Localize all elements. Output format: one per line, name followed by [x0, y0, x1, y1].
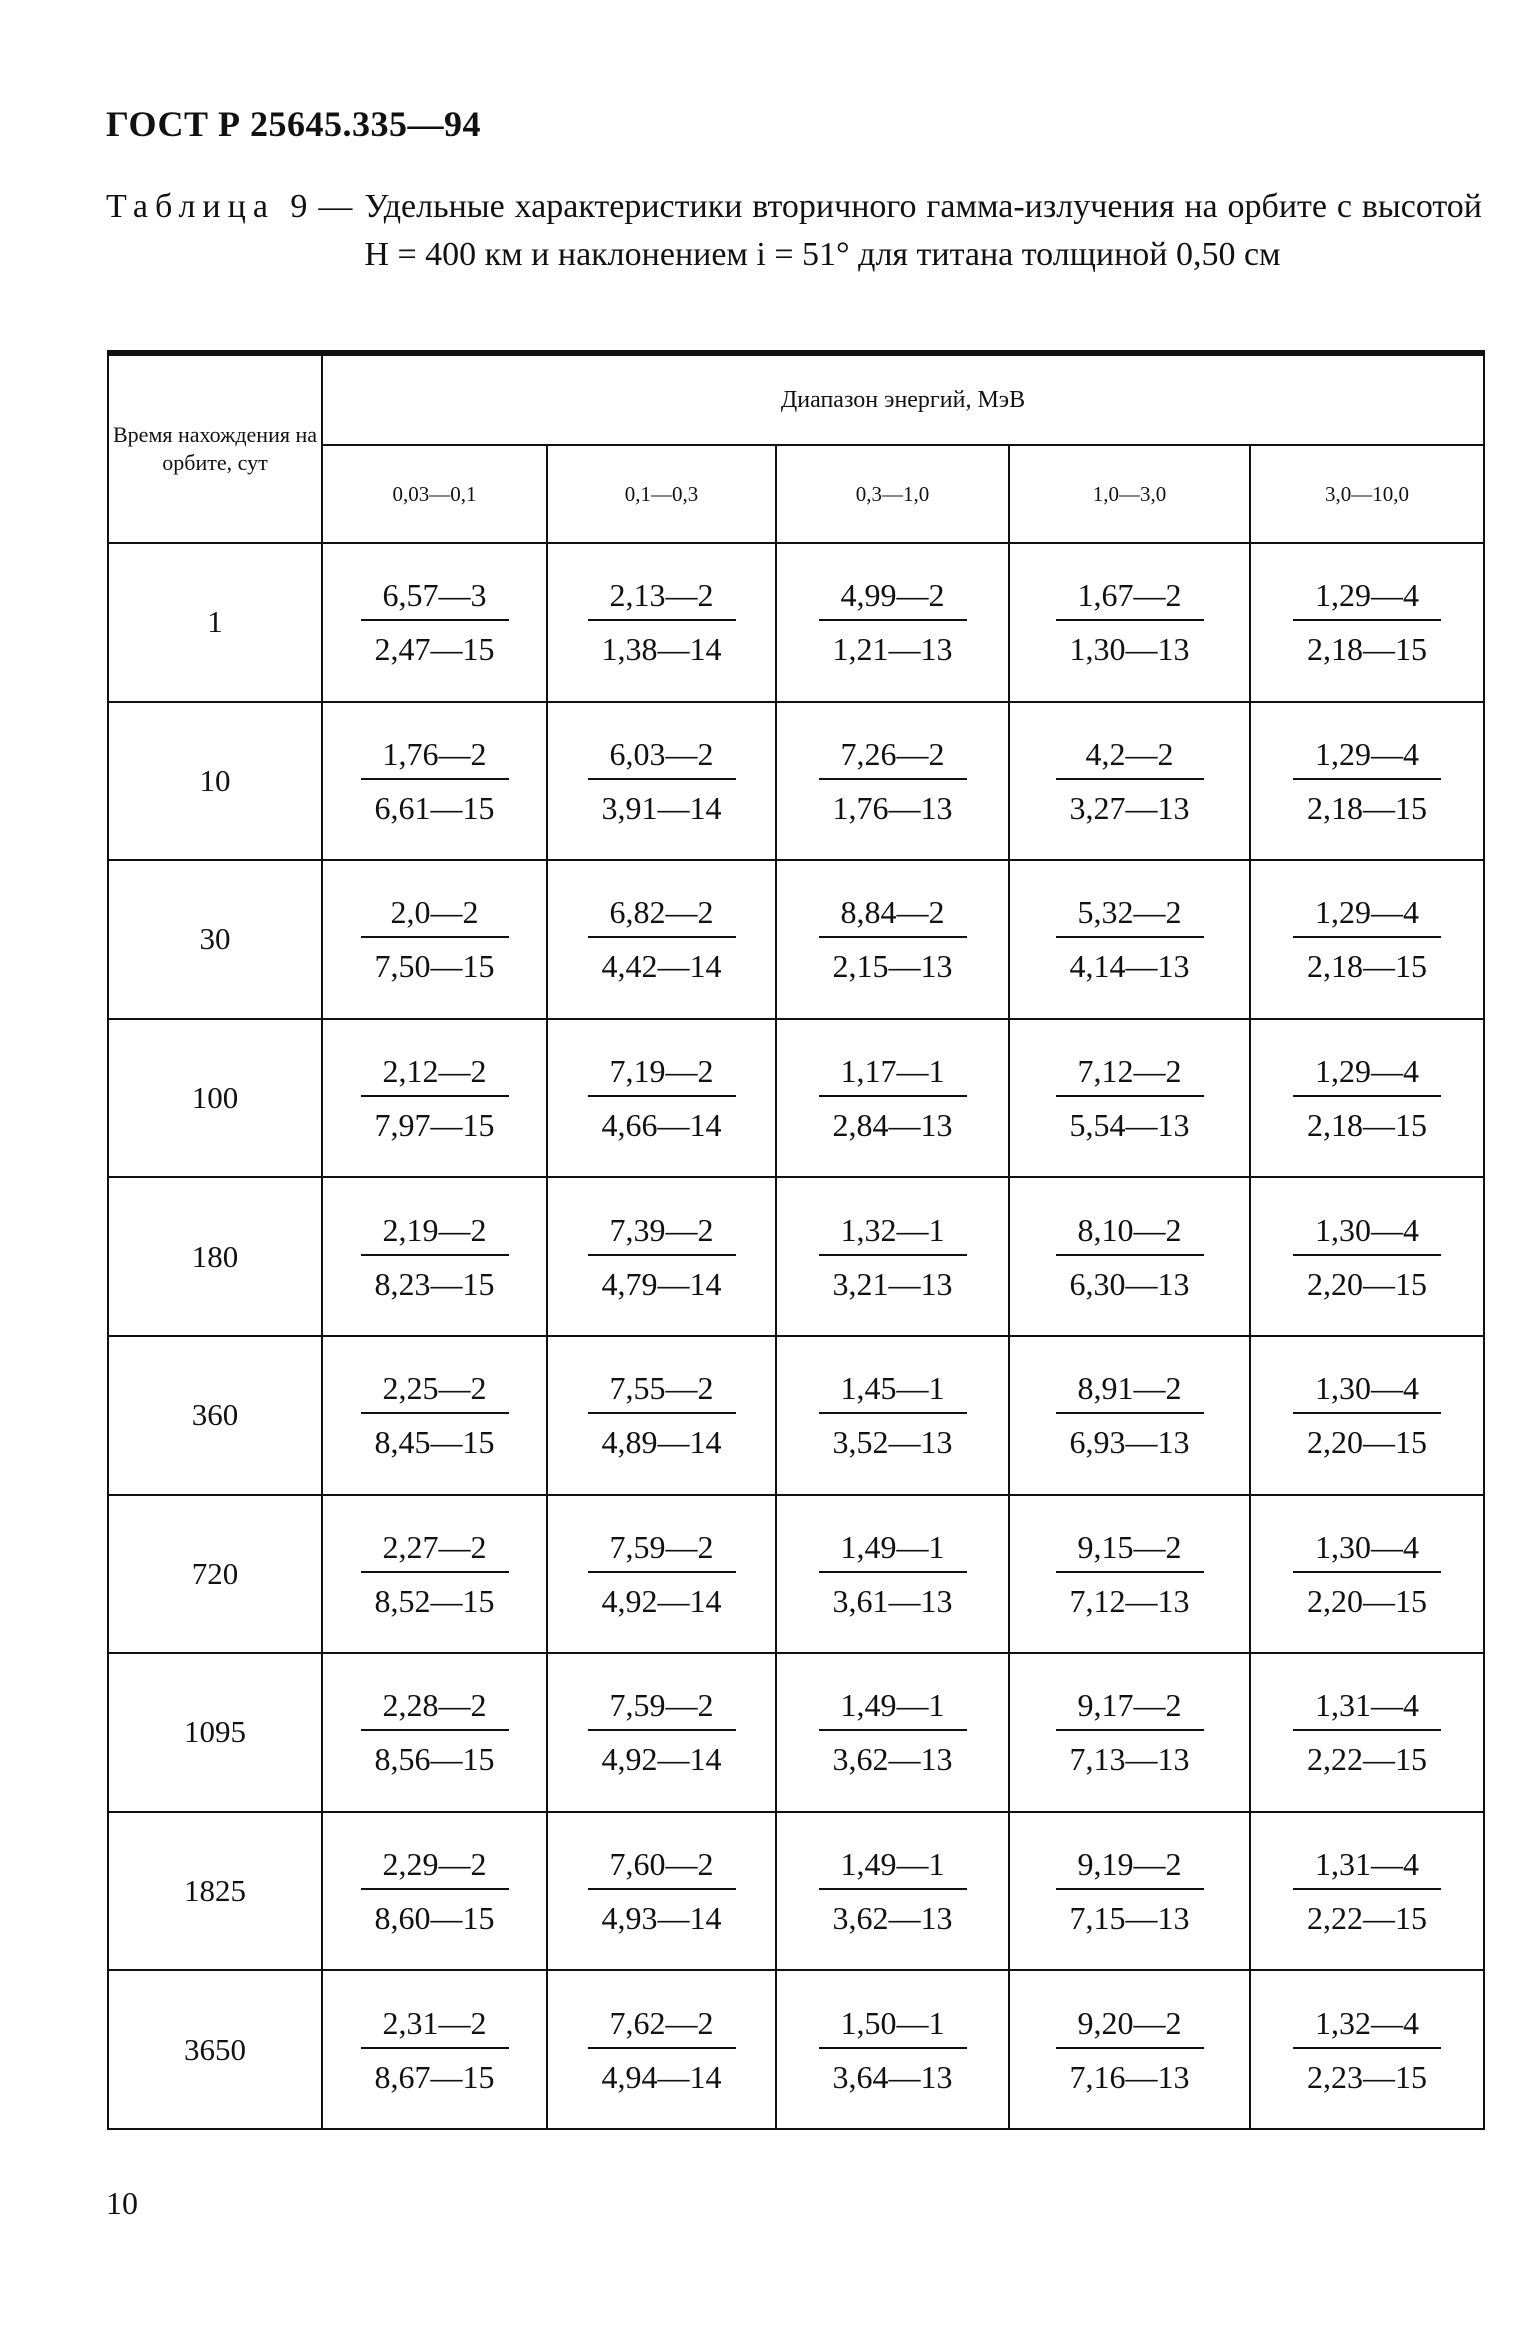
value-cell — [1250, 860, 1484, 1019]
fraction-denominator: 4,79—14 — [601, 1265, 722, 1302]
fraction-numerator: 8,84—2 — [819, 896, 967, 938]
fraction-numerator: 2,29—2 — [361, 1848, 509, 1890]
fraction-denominator: 2,18—15 — [1307, 1107, 1428, 1144]
value-cell — [547, 1812, 776, 1971]
fraction — [588, 894, 736, 985]
fraction — [361, 1846, 509, 1937]
fraction-denominator: 7,12—13 — [1069, 1582, 1190, 1619]
fraction-denominator: 2,23—15 — [1307, 2058, 1428, 2095]
value-cell — [322, 1812, 547, 1971]
value-cell — [1250, 1019, 1484, 1178]
orbit-days-cell: 10 — [108, 702, 322, 861]
value-cell — [322, 543, 547, 702]
fraction — [361, 1053, 509, 1144]
caption-label: Таблица 9 — [106, 188, 315, 225]
table-row — [108, 1812, 1484, 1971]
fraction-denominator: 2,20—15 — [1307, 1424, 1428, 1461]
fraction-denominator: 3,62—13 — [832, 1741, 953, 1778]
fraction-denominator: 2,18—15 — [1307, 631, 1428, 668]
standard-code: ГОСТ Р 25645.335—94 — [106, 104, 481, 144]
fraction-numerator: 2,12—2 — [361, 1055, 509, 1097]
fraction — [1293, 1370, 1441, 1461]
fraction — [1293, 1528, 1441, 1619]
fraction-denominator: 7,50—15 — [374, 948, 495, 985]
fraction-denominator: 2,22—15 — [1307, 1900, 1428, 1937]
fraction — [361, 1687, 509, 1778]
value-cell — [547, 1653, 776, 1812]
fraction — [819, 735, 967, 826]
fraction-denominator: 4,94—14 — [601, 2058, 722, 2095]
fraction — [361, 735, 509, 826]
fraction-numerator: 1,30—4 — [1293, 1372, 1441, 1414]
fraction-denominator: 1,30—13 — [1069, 631, 1190, 668]
value-cell — [1009, 1019, 1250, 1178]
fraction — [1293, 1053, 1441, 1144]
fraction-denominator: 2,84—13 — [832, 1107, 953, 1144]
value-cell — [1250, 543, 1484, 702]
table-row — [108, 702, 1484, 861]
fraction-numerator: 2,28—2 — [361, 1689, 509, 1731]
fraction-numerator: 1,49—1 — [819, 1848, 967, 1890]
value-cell — [547, 1336, 776, 1495]
page-number: 10 — [106, 2185, 138, 2221]
value-cell — [776, 1019, 1009, 1178]
value-cell — [1009, 1495, 1250, 1654]
fraction — [1293, 1211, 1441, 1302]
fraction — [361, 1370, 509, 1461]
fraction-denominator: 7,97—15 — [374, 1107, 495, 1144]
orbit-days-cell: 30 — [108, 860, 322, 1019]
table-row — [108, 543, 1484, 702]
fraction-numerator: 1,67—2 — [1056, 579, 1204, 621]
table-row — [108, 1336, 1484, 1495]
value-cell — [776, 1970, 1009, 2129]
fraction — [1293, 894, 1441, 985]
table-row — [108, 1970, 1484, 2129]
caption-dash: — — [318, 188, 353, 225]
value-cell — [1250, 1812, 1484, 1971]
fraction-denominator: 8,52—15 — [374, 1582, 495, 1619]
fraction-numerator: 7,59—2 — [588, 1689, 736, 1731]
fraction — [588, 1528, 736, 1619]
fraction-numerator: 1,50—1 — [819, 2007, 967, 2049]
value-cell — [776, 1336, 1009, 1495]
fraction-denominator: 3,64—13 — [832, 2058, 953, 2095]
time-column-header: Время нахождения на орбите, сут — [108, 353, 322, 543]
orbit-days-cell: 180 — [108, 1177, 322, 1336]
fraction-denominator: 6,93—13 — [1069, 1424, 1190, 1461]
fraction-denominator: 4,93—14 — [601, 1900, 722, 1937]
fraction-numerator: 2,25—2 — [361, 1372, 509, 1414]
fraction-denominator: 8,56—15 — [374, 1741, 495, 1778]
fraction-numerator: 7,19—2 — [588, 1055, 736, 1097]
fraction-denominator: 4,92—14 — [601, 1582, 722, 1619]
value-cell — [547, 702, 776, 861]
fraction-numerator: 9,19—2 — [1056, 1848, 1204, 1890]
fraction-numerator: 1,49—1 — [819, 1689, 967, 1731]
fraction-denominator: 3,52—13 — [832, 1424, 953, 1461]
value-cell — [776, 1177, 1009, 1336]
fraction-numerator: 9,17—2 — [1056, 1689, 1204, 1731]
fraction-denominator: 8,45—15 — [374, 1424, 495, 1461]
value-cell — [1009, 543, 1250, 702]
fraction-numerator: 1,32—4 — [1293, 2007, 1441, 2049]
fraction-denominator: 2,22—15 — [1307, 1741, 1428, 1778]
fraction-denominator: 8,60—15 — [374, 1900, 495, 1937]
fraction-denominator: 4,66—14 — [601, 1107, 722, 1144]
orbit-days-cell: 360 — [108, 1336, 322, 1495]
fraction-numerator: 7,62—2 — [588, 2007, 736, 2049]
fraction-numerator: 2,0—2 — [361, 896, 509, 938]
value-cell — [322, 1970, 547, 2129]
orbit-days-cell: 1825 — [108, 1812, 322, 1971]
fraction-numerator: 1,76—2 — [361, 738, 509, 780]
value-cell — [1250, 1177, 1484, 1336]
fraction — [588, 1053, 736, 1144]
value-cell — [547, 1970, 776, 2129]
fraction-denominator: 7,16—13 — [1069, 2058, 1190, 2095]
fraction-denominator: 6,61—15 — [374, 789, 495, 826]
value-cell — [776, 1495, 1009, 1654]
value-cell — [1250, 1495, 1484, 1654]
data-table — [107, 350, 1485, 2130]
value-cell — [776, 860, 1009, 1019]
fraction-numerator: 7,39—2 — [588, 1214, 736, 1256]
value-cell — [1009, 1336, 1250, 1495]
fraction-numerator: 7,12—2 — [1056, 1055, 1204, 1097]
fraction-numerator: 1,30—4 — [1293, 1531, 1441, 1573]
fraction-numerator: 9,20—2 — [1056, 2007, 1204, 2049]
energy-range-label: 0,03—0,1 — [322, 445, 547, 543]
energy-range-header: Диапазон энергий, МэВ — [322, 353, 1484, 445]
fraction-denominator: 2,18—15 — [1307, 948, 1428, 985]
fraction — [819, 894, 967, 985]
fraction — [819, 1687, 967, 1778]
fraction — [1293, 577, 1441, 668]
fraction — [819, 1370, 967, 1461]
fraction-denominator: 5,54—13 — [1069, 1107, 1190, 1144]
fraction-denominator: 7,13—13 — [1069, 1741, 1190, 1778]
fraction — [819, 577, 967, 668]
fraction-numerator: 1,17—1 — [819, 1055, 967, 1097]
fraction-denominator: 4,92—14 — [601, 1741, 722, 1778]
value-cell — [547, 1495, 776, 1654]
fraction-denominator: 3,21—13 — [832, 1265, 953, 1302]
fraction — [819, 1211, 967, 1302]
value-cell — [1250, 1970, 1484, 2129]
value-cell — [322, 1495, 547, 1654]
fraction-numerator: 1,31—4 — [1293, 1848, 1441, 1890]
fraction-denominator: 2,20—15 — [1307, 1582, 1428, 1619]
energy-range-label: 1,0—3,0 — [1009, 445, 1250, 543]
fraction-numerator: 1,29—4 — [1293, 738, 1441, 780]
fraction-numerator: 7,59—2 — [588, 1531, 736, 1573]
value-cell — [1009, 1653, 1250, 1812]
fraction-denominator: 3,61—13 — [832, 1582, 953, 1619]
fraction-numerator: 2,13—2 — [588, 579, 736, 621]
fraction — [361, 577, 509, 668]
orbit-days-cell: 1 — [108, 543, 322, 702]
caption-text: Удельные характеристики вторичного гамма-излучения на орбите с высотой H = 400 км и наклонением i = 51° для титана толщиной 0,50 см — [364, 188, 1482, 273]
value-cell — [776, 702, 1009, 861]
orbit-days-cell: 720 — [108, 1495, 322, 1654]
value-cell — [1250, 1653, 1484, 1812]
fraction — [1293, 1846, 1441, 1937]
value-cell — [322, 702, 547, 861]
fraction-numerator: 1,32—1 — [819, 1214, 967, 1256]
fraction-numerator: 2,19—2 — [361, 1214, 509, 1256]
fraction-denominator: 8,23—15 — [374, 1265, 495, 1302]
fraction-numerator: 1,31—4 — [1293, 1689, 1441, 1731]
fraction-numerator: 7,55—2 — [588, 1372, 736, 1414]
fraction-denominator: 1,38—14 — [601, 631, 722, 668]
fraction — [361, 1528, 509, 1619]
fraction — [588, 1211, 736, 1302]
fraction — [588, 2004, 736, 2095]
orbit-days-cell: 100 — [108, 1019, 322, 1178]
fraction-numerator: 6,03—2 — [588, 738, 736, 780]
value-cell — [1009, 702, 1250, 861]
value-cell — [1250, 702, 1484, 861]
fraction — [588, 577, 736, 668]
value-cell — [322, 1653, 547, 1812]
fraction-numerator: 2,27—2 — [361, 1531, 509, 1573]
fraction-denominator: 4,14—13 — [1069, 948, 1190, 985]
fraction — [361, 2004, 509, 2095]
fraction — [588, 1370, 736, 1461]
table-row — [108, 1177, 1484, 1336]
fraction — [1056, 1846, 1204, 1937]
fraction — [1293, 2004, 1441, 2095]
fraction-numerator: 5,32—2 — [1056, 896, 1204, 938]
fraction — [1056, 577, 1204, 668]
fraction — [1056, 1053, 1204, 1144]
energy-range-label: 0,3—1,0 — [776, 445, 1009, 543]
fraction — [1056, 2004, 1204, 2095]
fraction-numerator: 1,29—4 — [1293, 579, 1441, 621]
fraction-numerator: 1,45—1 — [819, 1372, 967, 1414]
fraction-denominator: 1,76—13 — [832, 789, 953, 826]
fraction-denominator: 2,18—15 — [1307, 789, 1428, 826]
value-cell — [776, 1812, 1009, 1971]
value-cell — [1009, 1970, 1250, 2129]
fraction-numerator: 7,60—2 — [588, 1848, 736, 1890]
fraction — [819, 1053, 967, 1144]
fraction-numerator: 6,57—3 — [361, 579, 509, 621]
fraction-numerator: 4,99—2 — [819, 579, 967, 621]
fraction-denominator: 8,67—15 — [374, 2058, 495, 2095]
table-row — [108, 1653, 1484, 1812]
fraction-numerator: 8,10—2 — [1056, 1214, 1204, 1256]
fraction — [1056, 735, 1204, 826]
fraction — [361, 894, 509, 985]
fraction — [1056, 1528, 1204, 1619]
orbit-days-cell: 1095 — [108, 1653, 322, 1812]
fraction — [1056, 894, 1204, 985]
fraction-denominator: 4,89—14 — [601, 1424, 722, 1461]
orbit-days-cell: 3650 — [108, 1970, 322, 2129]
fraction-denominator: 3,91—14 — [601, 789, 722, 826]
value-cell — [1009, 860, 1250, 1019]
value-cell — [776, 1653, 1009, 1812]
fraction-denominator: 2,47—15 — [374, 631, 495, 668]
value-cell — [1009, 1812, 1250, 1971]
fraction-numerator: 1,29—4 — [1293, 1055, 1441, 1097]
fraction — [1293, 735, 1441, 826]
value-cell — [322, 1177, 547, 1336]
fraction-denominator: 6,30—13 — [1069, 1265, 1190, 1302]
value-cell — [322, 860, 547, 1019]
fraction-denominator: 3,27—13 — [1069, 789, 1190, 826]
value-cell — [1250, 1336, 1484, 1495]
fraction — [819, 1846, 967, 1937]
fraction-numerator: 1,29—4 — [1293, 896, 1441, 938]
fraction — [1293, 1687, 1441, 1778]
fraction-numerator: 6,82—2 — [588, 896, 736, 938]
fraction-numerator: 2,31—2 — [361, 2007, 509, 2049]
value-cell — [776, 543, 1009, 702]
value-cell — [547, 1019, 776, 1178]
energy-range-label: 3,0—10,0 — [1250, 445, 1484, 543]
fraction — [588, 735, 736, 826]
fraction — [1056, 1687, 1204, 1778]
table-row — [108, 1019, 1484, 1178]
value-cell — [322, 1336, 547, 1495]
table-row — [108, 1495, 1484, 1654]
fraction-numerator: 7,26—2 — [819, 738, 967, 780]
fraction-denominator: 2,15—13 — [832, 948, 953, 985]
fraction — [588, 1687, 736, 1778]
value-cell — [322, 1019, 547, 1178]
fraction — [819, 2004, 967, 2095]
value-cell — [547, 543, 776, 702]
fraction — [819, 1528, 967, 1619]
fraction — [588, 1846, 736, 1937]
fraction-denominator: 7,15—13 — [1069, 1900, 1190, 1937]
fraction — [361, 1211, 509, 1302]
fraction-denominator: 1,21—13 — [832, 631, 953, 668]
fraction-denominator: 3,62—13 — [832, 1900, 953, 1937]
fraction-denominator: 2,20—15 — [1307, 1265, 1428, 1302]
fraction-numerator: 9,15—2 — [1056, 1531, 1204, 1573]
fraction-numerator: 8,91—2 — [1056, 1372, 1204, 1414]
table-body — [108, 543, 1484, 2129]
fraction-numerator: 4,2—2 — [1056, 738, 1204, 780]
fraction — [1056, 1370, 1204, 1461]
fraction-denominator: 4,42—14 — [601, 948, 722, 985]
energy-range-label: 0,1—0,3 — [547, 445, 776, 543]
fraction-numerator: 1,49—1 — [819, 1531, 967, 1573]
value-cell — [547, 860, 776, 1019]
table-caption — [106, 183, 1482, 279]
fraction-numerator: 1,30—4 — [1293, 1214, 1441, 1256]
table-row — [108, 860, 1484, 1019]
value-cell — [547, 1177, 776, 1336]
value-cell — [1009, 1177, 1250, 1336]
fraction — [1056, 1211, 1204, 1302]
